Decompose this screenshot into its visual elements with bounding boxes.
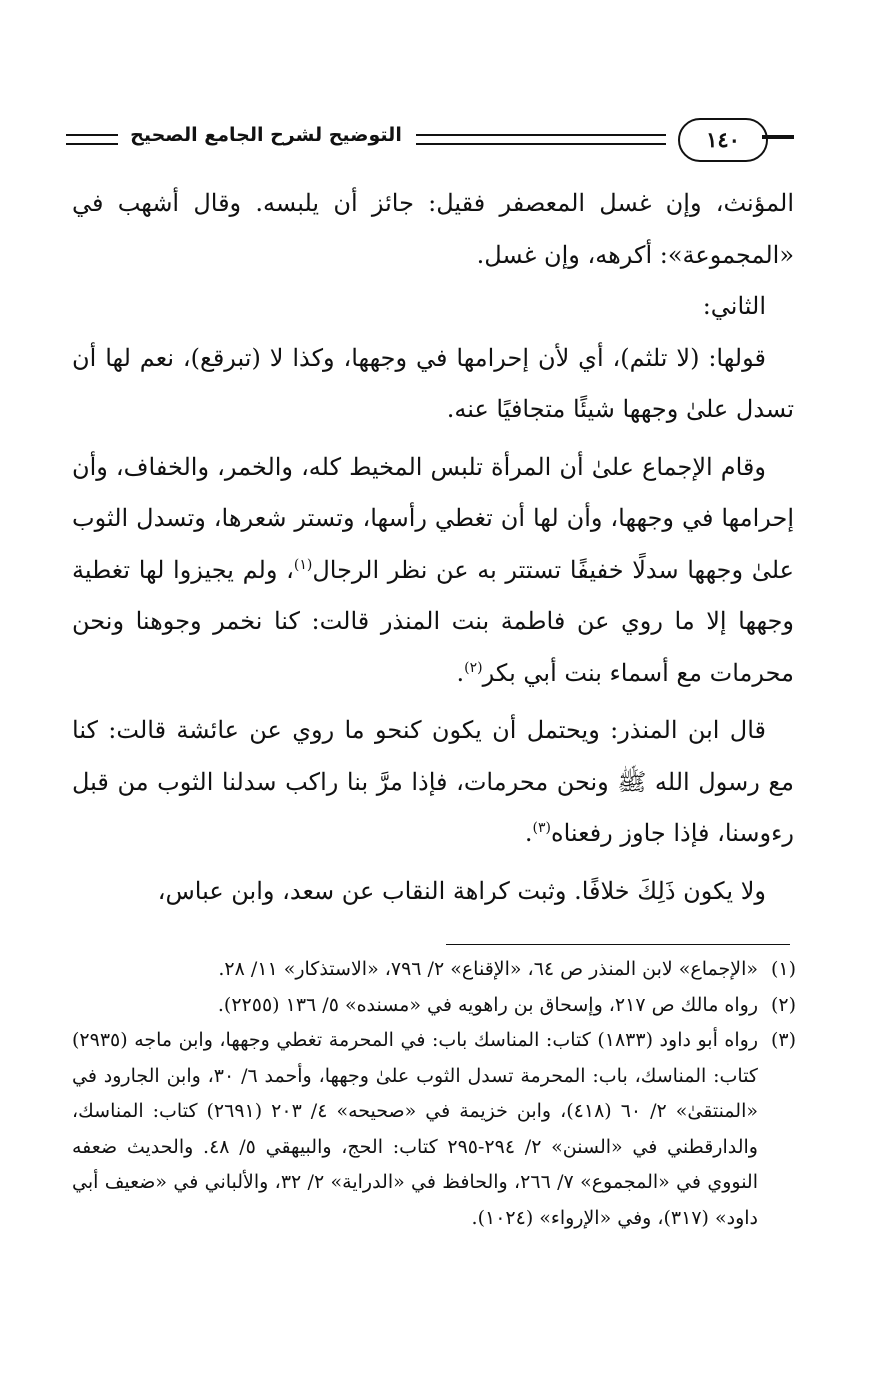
paragraph-ibn-almundhir-text: قال ابن المنذر: ويحتمل أن يكون كنحو ما روي عن عائشة قالت: كنا مع رسول الله ﷺ ونحن محرمات، فإذا مرَّ بنا راكب سدلنا الثوب من قبل رءوسنا، فإذا جاوز رفعناه [72,716,794,847]
footnote-ref-3[interactable]: (٣) [532,820,551,836]
footnote-3 [72,1023,796,1236]
paragraph-tilathum: قولها: (لا تلثم)، أي لأن إحرامها في وجهها، وكذا لا (تبرقع)، نعم لها أن تسدل علىٰ وجهها شيئًا متجافيًا عنه. [72,343,794,423]
paragraph-ijma [72,442,794,700]
footnote-number: (٢) [770,993,796,1016]
footnotes [72,952,796,1236]
paragraph-continuation: المؤنث، وإن غسل المعصفر فقيل: جائز أن يلبسه. وقال أشهب في «المجموعة»: أكرهه، وإن غسل. [72,189,794,269]
paragraph-ibn-almundhir [72,705,794,860]
footnote-ref-2[interactable]: (٢) [464,659,483,676]
running-title: التوضيح لشرح الجامع الصحيح [130,124,402,146]
paragraph-ijma-part1: وقام الإجماع علىٰ أن المرأة تلبس المخيط كله، والخمر، والخفاف، وأن إحرامها في وجهها، وأن لها أن تغطي رأسها، وتستر شعرها، وتسدل الثوب علىٰ وجهها سدلًا خفيفًا تستتر به عن نظر الرجال [72,452,795,584]
header-rule-tip [762,135,794,139]
main-text [72,178,794,917]
section-label: الثاني: [702,292,766,320]
footnote-number: (١) [770,958,796,980]
header-rule-left [66,134,118,145]
footnote-number: (٣) [770,1029,796,1051]
header-rule-middle [416,134,666,145]
footnote-separator [446,944,790,945]
footnote-1 [72,952,796,988]
paragraph-niqab: ولا يكون ذَلِكَ خلافًا. وثبت كراهة النقاب عن سعد، وابن عباس، [157,876,766,905]
paragraph-ijma-part2: ، ولم يجيزوا لها تغطية وجهها إلا ما روي عن فاطمة بنت المنذر قالت: كنا نخمر وجوهنا ونحن محرمات مع أسماء بنت أبي بكر [72,555,794,687]
paragraph-ijma-end: . [456,658,465,687]
footnote-ref-1[interactable]: (١) [293,556,313,573]
footnote-text: رواه أبو داود (١٨٣٣) كتاب: المناسك باب: في المحرمة تغطي وجهها، وابن ماجه (٢٩٣٥) كتاب: المناسك، باب: المحرمة تسدل الثوب علىٰ وجهها، وأحمد ٦/ ٣٠، وابن الجارود في «المنتقىٰ» ٢/ ٦٠ (٤١٨)، وابن خزيمة في «صحيحه» ٤/ ٢٠٣ (٢٦٩١) كتاب: المناسك، والدارقطني في «السنن» ٢/ ٢٩٤-٢٩٥ كتاب: الحج، والبيهقي ٥/ ٤٨. والحديث ضعفه النووي في «المجموع» ٧/ ٢٦٦، والحافظ في «الدراية» ٢/ ٣٢، والألباني في «ضعيف أبي داود» (٣١٧)، وفي «الإرواء» (١٠٢٤). [72,1029,759,1229]
footnote-text: رواه مالك ص ٢١٧، وإسحاق بن راهويه في «مسنده» ٥/ ١٣٦ (٢٢٥٥). [217,993,758,1016]
footnote-text: «الإجماع» لابن المنذر ص ٦٤، «الإقناع» ٢/ ٧٩٦، «الاستذكار» ١١/ ٢٨. [218,958,758,980]
footnote-2 [72,988,796,1024]
running-header [66,118,794,174]
paragraph-ibn-almundhir-end: . [524,819,533,847]
page-number: ١٤٠ [678,118,768,162]
